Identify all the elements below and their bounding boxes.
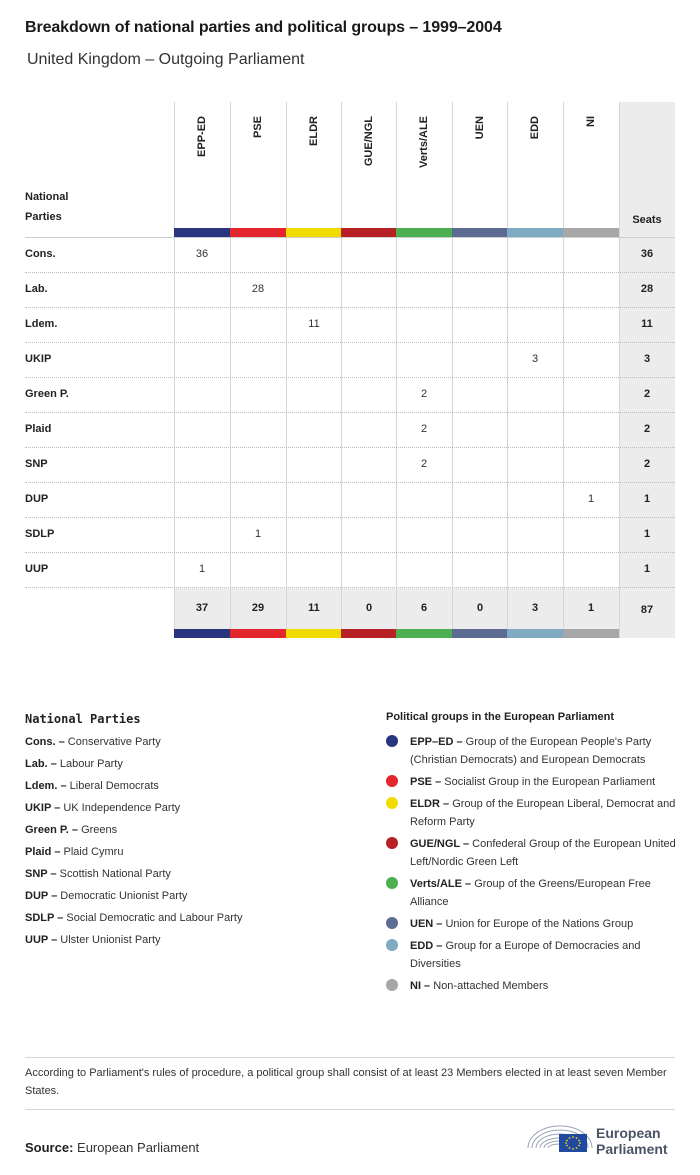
national-legend-item — [25, 797, 355, 819]
table-row — [25, 517, 675, 552]
national-legend-item — [25, 753, 355, 775]
party-abbreviation: SNP – — [25, 868, 57, 880]
page-subtitle: United Kingdom – Outgoing Parliament — [27, 51, 305, 68]
table-row — [25, 552, 675, 587]
national-legend-item — [25, 775, 355, 797]
divider — [25, 1109, 675, 1110]
party-full-name: Plaid Cymru — [63, 846, 124, 858]
party-name: SDLP — [25, 528, 55, 540]
party-abbreviation: DUP – — [25, 890, 58, 902]
source-label: Source: — [25, 1140, 74, 1155]
divider — [25, 1057, 675, 1058]
party-name: Ldem. — [25, 318, 58, 330]
group-color-dot-icon — [386, 939, 398, 951]
table-row — [25, 237, 675, 272]
seat-count-cell: 2 — [420, 423, 428, 435]
table-row — [25, 412, 675, 447]
party-abbreviation: Ldem. – — [25, 780, 67, 792]
political-groups-legend — [386, 711, 681, 999]
national-legend-item — [25, 907, 355, 929]
group-full-name: Socialist Group in the European Parliament — [444, 776, 656, 788]
group-color-dot-icon — [386, 837, 398, 849]
group-full-name: Group of the European Liberal, Democrat and Reform Party — [410, 798, 676, 828]
seats-header: Seats — [632, 214, 662, 226]
group-color-bar — [563, 228, 619, 237]
row-total-seats: 1 — [643, 528, 651, 540]
party-abbreviation: UUP – — [25, 934, 58, 946]
page-title: Breakdown of national parties and political groups – 1999–2004 — [25, 19, 502, 36]
group-abbreviation: PSE – — [410, 776, 442, 788]
party-abbreviation: Green P. – — [25, 824, 78, 836]
party-abbreviation: UKIP – — [25, 802, 61, 814]
national-legend-item — [25, 885, 355, 907]
group-color-dot-icon — [386, 797, 398, 809]
group-total: 6 — [420, 602, 428, 614]
source-line — [25, 1140, 199, 1155]
group-color-dot-icon — [386, 979, 398, 991]
group-color-bar — [286, 629, 342, 638]
party-name: Plaid — [25, 423, 52, 435]
group-abbreviation: EDD – — [410, 940, 443, 952]
row-total-seats: 2 — [643, 423, 651, 435]
group-column-header — [286, 114, 342, 224]
national-legend-heading: National Parties — [25, 712, 141, 726]
group-color-bar — [230, 228, 286, 237]
group-color-bar — [174, 629, 230, 638]
table-row — [25, 377, 675, 412]
group-full-name: Non-attached Members — [433, 980, 549, 992]
row-total-seats: 1 — [643, 563, 651, 575]
party-name: UKIP — [25, 353, 52, 365]
group-total: 0 — [476, 602, 484, 614]
table-row — [25, 447, 675, 482]
groups-legend-heading: Political groups in the European Parliament — [386, 711, 614, 723]
group-color-bar — [507, 228, 563, 237]
group-abbreviation: UEN – — [410, 918, 443, 930]
group-color-dot-icon — [386, 735, 398, 747]
table-row — [25, 272, 675, 307]
party-full-name: Labour Party — [59, 758, 123, 770]
group-column-header — [563, 114, 619, 224]
group-column-header — [396, 114, 452, 224]
group-legend-item — [386, 937, 681, 973]
party-full-name: Liberal Democrats — [69, 780, 159, 792]
group-color-bar — [341, 629, 397, 638]
group-column-label: EPP-ED — [196, 116, 208, 157]
national-legend-item — [25, 863, 355, 885]
group-legend-item — [386, 773, 681, 791]
row-total-seats: 2 — [643, 388, 651, 400]
group-total: 0 — [365, 602, 373, 614]
footnote: According to Parliament's rules of procedure, a political group shall consist of at least 23 Members elected in at least seven Member States. — [25, 1067, 667, 1097]
source-value: European Parliament — [77, 1140, 200, 1155]
party-full-name: Democratic Unionist Party — [60, 890, 188, 902]
group-color-bar — [396, 629, 452, 638]
party-full-name: UK Independence Party — [63, 802, 181, 814]
national-legend-item — [25, 819, 355, 841]
national-legend-item — [25, 731, 355, 753]
table-row — [25, 307, 675, 342]
party-name: DUP — [25, 493, 49, 505]
party-full-name: Ulster Unionist Party — [60, 934, 161, 946]
seat-count-cell: 1 — [254, 528, 262, 540]
group-full-name: Group of the Greens/European Free Alliance — [410, 878, 651, 908]
group-column-header — [230, 114, 286, 224]
national-legend-item — [25, 841, 355, 863]
group-column-label: Verts/ALE — [418, 116, 430, 168]
group-total: 1 — [587, 602, 595, 614]
group-color-bar — [396, 228, 452, 237]
grand-total-seats: 87 — [640, 604, 654, 616]
group-total: 11 — [308, 602, 320, 614]
seat-count-cell: 2 — [420, 388, 428, 400]
group-abbreviation: GUE/NGL – — [410, 838, 470, 850]
row-total-seats: 1 — [643, 493, 651, 505]
group-color-dot-icon — [386, 917, 398, 929]
national-legend-item — [25, 929, 355, 951]
party-name: SNP — [25, 458, 48, 470]
logo-wordmark — [596, 1125, 668, 1157]
table-row — [25, 342, 675, 377]
group-color-bar — [563, 629, 619, 638]
group-legend-item — [386, 915, 681, 933]
party-name: Lab. — [25, 283, 48, 295]
group-full-name: Union for Europe of the Nations Group — [445, 918, 634, 930]
group-color-bar — [341, 228, 397, 237]
party-full-name: Social Democratic and Labour Party — [66, 912, 243, 924]
group-color-bar — [507, 629, 563, 638]
row-total-seats: 28 — [640, 283, 654, 295]
group-color-dot-icon — [386, 877, 398, 889]
group-full-name: Confederal Group of the European United Left/Nordic Green Left — [410, 838, 676, 868]
breakdown-table — [25, 102, 675, 638]
group-total: 37 — [195, 602, 209, 614]
party-abbreviation: Cons. – — [25, 736, 65, 748]
group-total: 29 — [251, 602, 265, 614]
logo-line-2: Parliament — [596, 1141, 668, 1157]
group-color-dot-icon — [386, 775, 398, 787]
seat-count-cell: 28 — [251, 283, 265, 295]
group-abbreviation: Verts/ALE – — [410, 878, 472, 890]
party-abbreviation: Plaid – — [25, 846, 61, 858]
row-total-seats: 2 — [643, 458, 651, 470]
group-color-bar — [174, 228, 230, 237]
group-legend-item — [386, 835, 681, 871]
seat-count-cell: 11 — [308, 318, 320, 330]
group-legend-item — [386, 977, 681, 995]
table-row — [25, 482, 675, 517]
group-column-label: ELDR — [308, 116, 320, 146]
group-column-header — [174, 114, 230, 224]
row-total-seats: 3 — [643, 353, 651, 365]
seat-count-cell: 3 — [531, 353, 539, 365]
group-column-header — [452, 114, 508, 224]
seat-count-cell: 1 — [587, 493, 595, 505]
group-column-label: UEN — [474, 116, 486, 140]
group-color-bar — [230, 629, 286, 638]
group-legend-item — [386, 733, 681, 769]
group-total: 3 — [531, 602, 539, 614]
group-abbreviation: ELDR – — [410, 798, 450, 810]
group-full-name: Group for a Europe of Democracies and Diversities — [410, 940, 641, 970]
group-abbreviation: NI – — [410, 980, 431, 992]
party-full-name: Scottish National Party — [59, 868, 171, 880]
logo-line-1: European — [596, 1125, 661, 1141]
national-parties-legend — [25, 712, 355, 951]
group-column-label: PSE — [252, 116, 264, 139]
row-total-seats: 11 — [641, 318, 653, 330]
seat-count-cell: 36 — [195, 248, 209, 260]
group-color-bar — [452, 228, 508, 237]
group-full-name: Group of the European People's Party (Christian Democrats) and European Democrats — [410, 736, 652, 766]
party-name: Green P. — [25, 388, 69, 400]
group-column-label: GUE/NGL — [363, 116, 375, 167]
group-color-bar — [452, 629, 508, 638]
national-parties-header: National Parties — [25, 191, 69, 223]
party-full-name: Greens — [81, 824, 118, 836]
party-name: Cons. — [25, 248, 56, 260]
group-column-label: NI — [585, 116, 597, 127]
group-column-header — [341, 114, 397, 224]
group-abbreviation: EPP–ED – — [410, 736, 463, 748]
party-abbreviation: SDLP – — [25, 912, 64, 924]
party-name: UUP — [25, 563, 49, 575]
party-full-name: Conservative Party — [67, 736, 161, 748]
group-column-header — [507, 114, 563, 224]
group-legend-item — [386, 875, 681, 911]
row-total-seats: 36 — [640, 248, 654, 260]
group-legend-item — [386, 795, 681, 831]
group-color-bar — [286, 228, 342, 237]
seat-count-cell: 2 — [420, 458, 428, 470]
party-abbreviation: Lab. – — [25, 758, 57, 770]
seat-count-cell: 1 — [198, 563, 206, 575]
group-column-label: EDD — [529, 116, 541, 140]
